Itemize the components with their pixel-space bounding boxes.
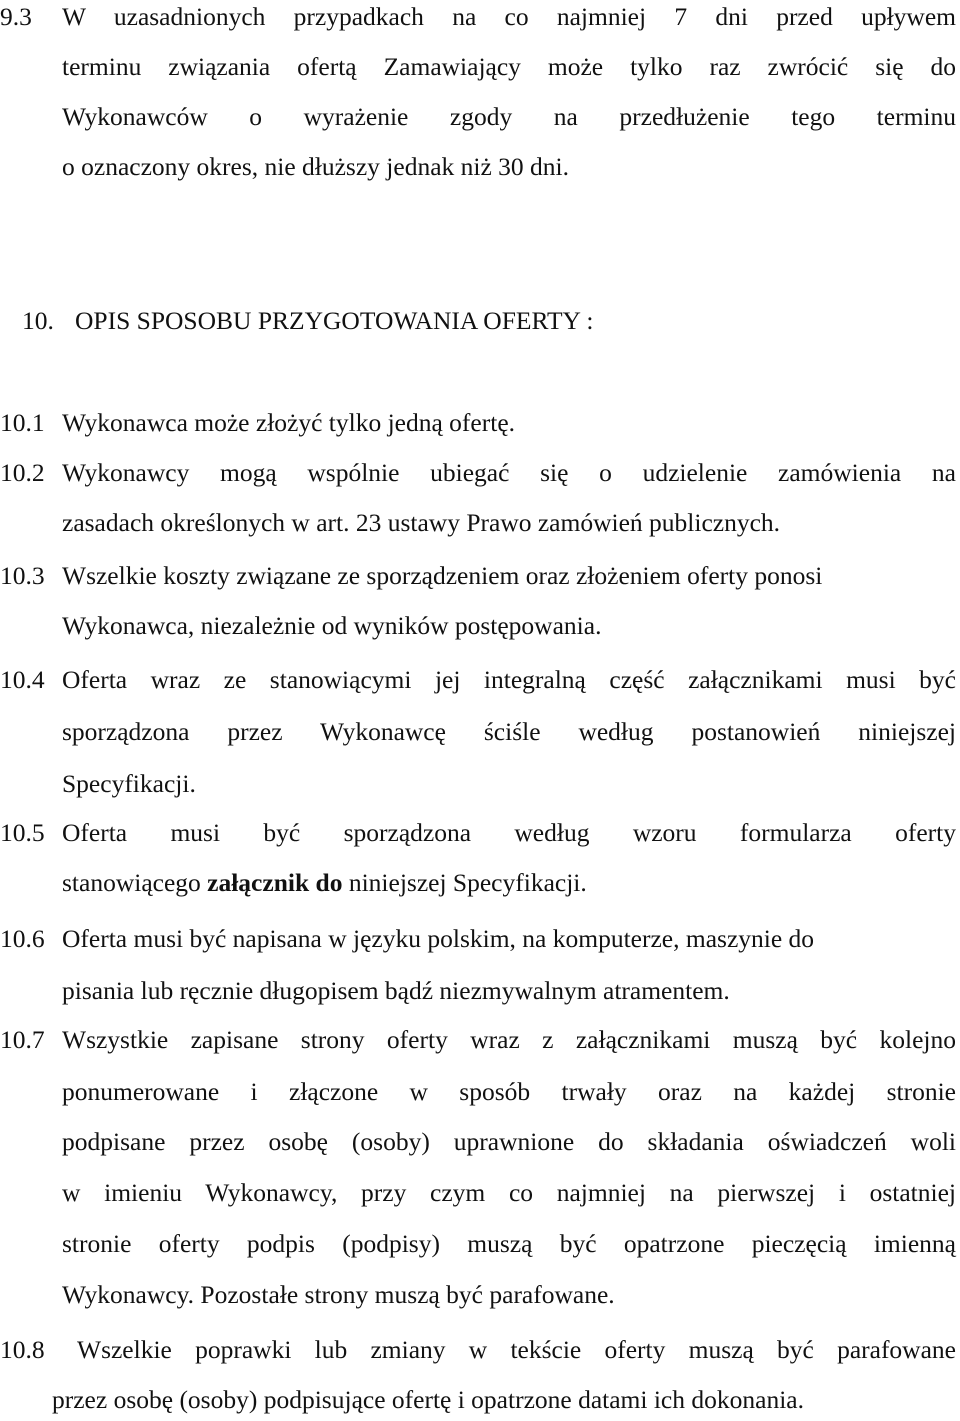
paragraph-line: terminu związania ofertą Zamawiający może tylko raz zwrócić się do: [62, 52, 956, 81]
paragraph-line: Wykonawcy. Pozostałe strony muszą być parafowane.: [62, 1280, 615, 1309]
bold-text-run: załącznik do: [207, 868, 343, 897]
paragraph-number: 10.8: [0, 1335, 45, 1364]
paragraph-number: 10.1: [0, 408, 45, 437]
paragraph-line: W uzasadnionych przypadkach na co najmniej 7 dni przed upływem: [62, 2, 956, 31]
paragraph-line: stronie oferty podpis (podpisy) muszą być opatrzone pieczęcią imienną: [62, 1229, 956, 1258]
paragraph-number: 10.6: [0, 924, 45, 953]
paragraph-line: Oferta wraz ze stanowiącymi jej integralną część załącznikami musi być: [62, 665, 956, 694]
paragraph-line: Oferta musi być sporządzona według wzoru formularza oferty: [62, 818, 956, 847]
paragraph-line: Wszystkie zapisane strony oferty wraz z załącznikami muszą być kolejno: [62, 1025, 956, 1054]
paragraph-line: Wszelkie poprawki lub zmiany w tekście oferty muszą być parafowane: [77, 1335, 956, 1364]
section-number: 10.: [22, 306, 54, 335]
paragraph-line: sporządzona przez Wykonawcę ściśle według postanowień niniejszej: [62, 717, 956, 746]
paragraph-line: o oznaczony okres, nie dłuższy jednak niż 30 dni.: [62, 152, 570, 181]
paragraph-line: w imieniu Wykonawcy, przy czym co najmniej na pierwszej i ostatniej: [62, 1178, 956, 1207]
paragraph-line: Wykonawcy mogą wspólnie ubiegać się o udzielenie zamówienia na: [62, 458, 956, 487]
paragraph-number: 10.4: [0, 665, 45, 694]
paragraph-line: Specyfikacji.: [62, 769, 196, 798]
section-title: OPIS SPOSOBU PRZYGOTOWANIA OFERTY :: [75, 306, 594, 335]
paragraph-number: 10.7: [0, 1025, 45, 1054]
paragraph-line: Wszelkie koszty związane ze sporządzeniem oraz złożeniem oferty ponosi: [62, 561, 823, 590]
paragraph-number: 10.2: [0, 458, 45, 487]
text-run: stanowiącego: [62, 868, 201, 897]
paragraph-line: Wykonawca, niezależnie od wyników postępowania.: [62, 611, 602, 640]
paragraph-line: zasadach określonych w art. 23 ustawy Prawo zamówień publicznych.: [62, 508, 781, 537]
text-run: niniejszej Specyfikacji.: [348, 868, 587, 897]
paragraph-line: podpisane przez osobę (osoby) uprawnione do składania oświadczeń woli: [62, 1127, 956, 1156]
paragraph-line: ponumerowane i złączone w sposób trwały oraz na każdej stronie: [62, 1077, 956, 1106]
paragraph-line: Oferta musi być napisana w języku polskim, na komputerze, maszynie do: [62, 924, 815, 953]
paragraph-number: 10.5: [0, 818, 45, 847]
paragraph-line: Wykonawców o wyrażenie zgody na przedłużenie tego terminu: [62, 102, 956, 131]
paragraph-line: Wykonawca może złożyć tylko jedną ofertę.: [62, 408, 516, 437]
paragraph-line: pisania lub ręcznie długopisem bądź niezmywalnym atramentem.: [62, 976, 730, 1005]
paragraph-line: [62, 868, 587, 898]
paragraph-number: 9.3: [0, 2, 32, 31]
paragraph-line: przez osobę (osoby) podpisujące ofertę i opatrzone datami ich dokonania.: [52, 1385, 804, 1414]
paragraph-number: 10.3: [0, 561, 45, 590]
